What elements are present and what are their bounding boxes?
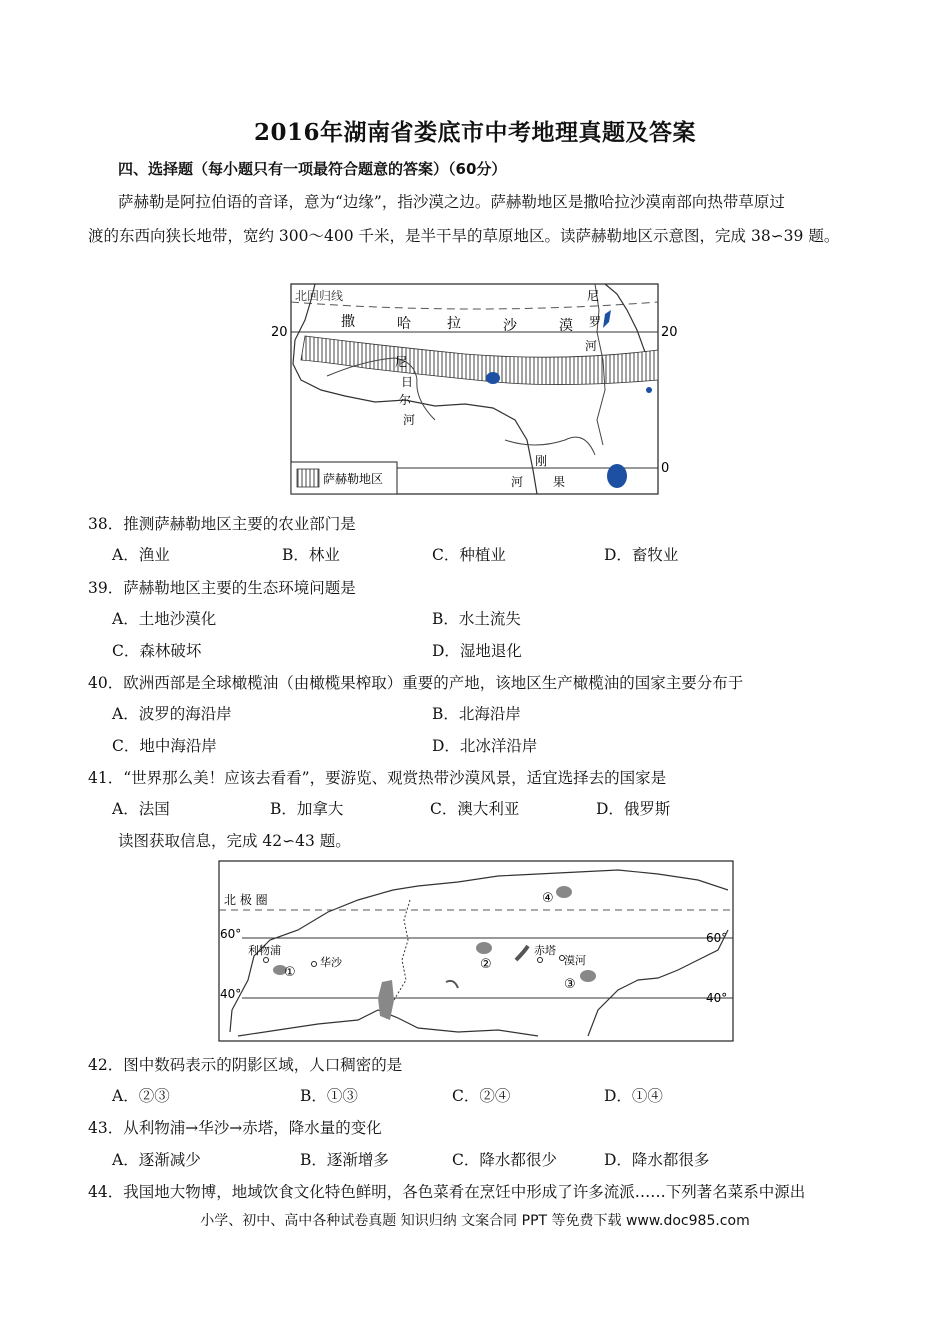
nile-char-2: 罗 [589, 315, 602, 329]
q40-option-d: D．北冰洋沿岸 [432, 737, 538, 755]
q42-option-a: A．②③ [112, 1087, 170, 1105]
q40-option-b: B．北海沿岸 [432, 705, 521, 723]
region-3-shade [580, 970, 596, 982]
q42-option-b: B．①③ [300, 1087, 358, 1105]
question-39: 39．萨赫勒地区主要的生态环境问题是 [88, 579, 356, 597]
arctic-label: 北 极 圈 [224, 893, 268, 907]
niger-char-3: 尔 [399, 393, 412, 407]
lake-tana [646, 387, 652, 393]
footer-banner: 小学、初中、高中各种试卷真题 知识归纳 文案合同 PPT 等免费下载 www.doc985.com [200, 1213, 750, 1229]
question-40: 40．欧洲西部是全球橄榄油（由橄榄果榨取）重要的产地，该地区生产橄榄油的国家主要分布于 [88, 674, 744, 692]
q38-option-a: A．渔业 [112, 546, 170, 564]
region-3-label: ③ [564, 977, 576, 992]
q43-option-a: A．逐渐减少 [112, 1151, 201, 1169]
congo-char-1: 刚 [535, 454, 548, 468]
lat-0: 0 [661, 461, 670, 476]
region-2-label: ② [480, 957, 492, 972]
question-43: 43．从利物浦→华沙→赤塔，降水量的变化 [88, 1119, 382, 1137]
map1-legend-label: 萨赫勒地区 [323, 472, 384, 486]
map2-frame [219, 861, 733, 1041]
q41-option-b: B．加拿大 [270, 800, 344, 818]
intro-line-1: 萨赫勒是阿拉伯语的音译，意为“边缘”，指沙漠之边。萨赫勒地区是撒哈拉沙漠南部向热带草原过 [118, 193, 785, 211]
desert-char-1: 撒 [341, 314, 355, 330]
desert-char-4: 沙 [503, 318, 517, 334]
lat-40-left: 40° [220, 987, 242, 1001]
niger-char-2: 日 [401, 375, 414, 389]
congo-char-3: 河 [511, 475, 524, 489]
city-mohe: 漠河 [564, 954, 586, 967]
q38-option-c: C．种植业 [432, 546, 506, 564]
q39-option-c: C．森林破坏 [112, 642, 202, 660]
map1-legend-swatch [297, 469, 319, 487]
page-title: 2016年湖南省娄底市中考地理真题及答案 [253, 119, 696, 146]
tropic-label: 北回归线 [295, 289, 344, 303]
section-heading: 四、选择题（每小题只有一项最符合题意的答案）（60分） [118, 160, 507, 178]
lake-victoria [607, 464, 627, 488]
question-41: 41．“世界那么美！应该去看看”，要游览、观赏热带沙漠风景，适宜选择去的国家是 [88, 769, 667, 787]
niger-char-4: 河 [403, 413, 416, 427]
lat-40-right: 40° [706, 991, 728, 1005]
eurasia-map [218, 860, 736, 1044]
q38-option-d: D．畜牧业 [604, 546, 679, 564]
lat-20-left: 20 [271, 325, 288, 340]
region-2-shade [476, 942, 492, 954]
region-1-label: ① [284, 965, 296, 980]
q43-option-d: D．降水都很多 [604, 1151, 710, 1169]
q43-option-c: C．降水都很少 [452, 1151, 557, 1169]
intro-line-2: 渡的东西向狭长地带，宽约 300～400 千米，是半干旱的草原地区。读萨赫勒地区示意图，完成 38∽39 题。 [88, 227, 840, 245]
lat-60-right: 60° [706, 931, 728, 945]
q41-option-c: C．澳大利亚 [430, 800, 520, 818]
region-4-label: ④ [542, 891, 554, 906]
lat-60-left: 60° [220, 927, 242, 941]
q38-option-b: B．林业 [282, 546, 340, 564]
city-chita: 赤塔 [534, 944, 556, 957]
question-44: 44．我国地大物博，地域饮食文化特色鲜明，各色菜肴在烹饪中形成了许多流派……下列著名菜系中源出 [88, 1183, 806, 1201]
question-42: 42．图中数码表示的阴影区域，人口稠密的是 [88, 1056, 403, 1074]
q39-option-a: A．土地沙漠化 [112, 610, 217, 628]
q42-option-c: C．②④ [452, 1087, 511, 1105]
niger-char-1: 尼 [395, 355, 408, 369]
desert-char-2: 哈 [397, 316, 411, 332]
q40-option-c: C．地中海沿岸 [112, 737, 217, 755]
q39-option-d: D．湿地退化 [432, 642, 522, 660]
sahel-map [265, 280, 685, 500]
q40-option-a: A．波罗的海沿岸 [112, 705, 232, 723]
q41-option-a: A．法国 [112, 800, 170, 818]
congo-char-2: 果 [553, 475, 566, 489]
question-38: 38．推测萨赫勒地区主要的农业部门是 [88, 515, 356, 533]
q39-option-b: B．水土流失 [432, 610, 521, 628]
region-4-shade [556, 886, 572, 898]
q43-option-b: B．逐渐增多 [300, 1151, 389, 1169]
city-liverpool: 利物浦 [248, 944, 281, 957]
desert-char-5: 漠 [559, 318, 573, 334]
q42-option-d: D．①④ [604, 1087, 663, 1105]
city-warsaw: 华沙 [320, 956, 342, 969]
read-map-instruction: 读图获取信息，完成 42∽43 题。 [118, 832, 351, 850]
lat-20-right: 20 [661, 325, 678, 340]
lake-chad [486, 372, 500, 384]
q41-option-d: D．俄罗斯 [596, 800, 671, 818]
desert-char-3: 拉 [447, 316, 461, 332]
nile-char-3: 河 [585, 339, 598, 353]
nile-char-1: 尼 [587, 289, 600, 303]
